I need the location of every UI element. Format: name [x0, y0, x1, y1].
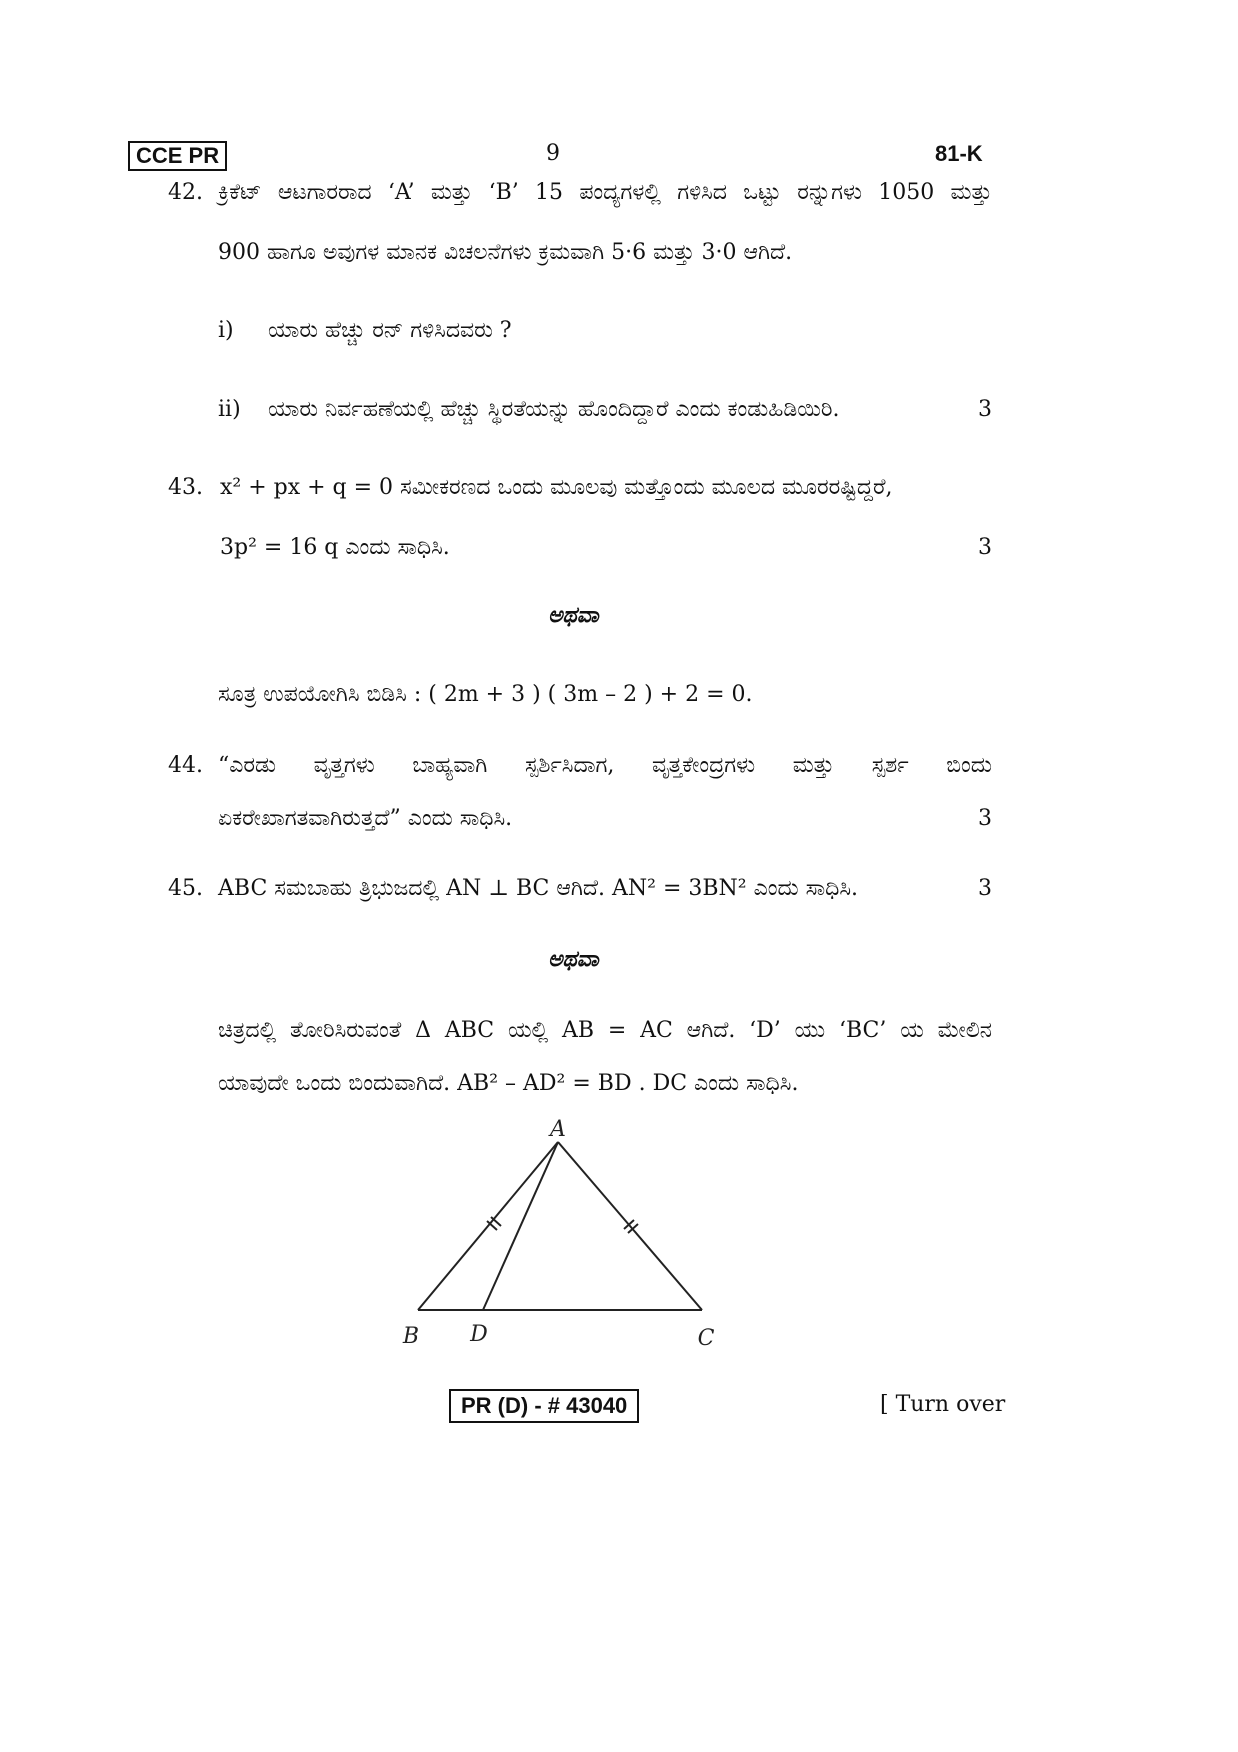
q43-line-1: x² + px + q = 0 ಸಮೀಕರಣದ ಒಂದು ಮೂಲವು ಮತ್ತೊಂದು ಮೂಲದ ಮೂರರಷ್ಟಿದ್ದರೆ, — [220, 475, 893, 500]
footer-paper-code-box: PR (D) - # 43040 — [449, 1389, 639, 1423]
or-label-45: ಅಥವಾ — [548, 946, 599, 972]
side-ac — [558, 1142, 702, 1310]
q42-line-2: 900 ಹಾಗೂ ಅವುಗಳ ಮಾನಕ ವಿಚಲನೆಗಳು ಕ್ರಮವಾಗಿ 5·6 ಮತ್ತು 3·0 ಆಗಿದೆ. — [218, 240, 793, 265]
q45-line-1: ABC ಸಮಬಾಹು ತ್ರಿಭುಜದಲ್ಲಿ AN ⊥ BC ಆಗಿದೆ. AN² = 3BN² ಎಂದು ಸಾಧಿಸಿ. — [218, 876, 859, 901]
q42-sub-text-i: ಯಾರು ಹೆಚ್ಚು ರನ್ ಗಳಿಸಿದವರು ? — [268, 318, 512, 343]
side-ab — [418, 1142, 558, 1310]
q44-marks: 3 — [978, 806, 992, 831]
triangle-figure — [380, 1110, 740, 1360]
paper-code: 81-K — [935, 141, 983, 166]
q45-marks: 3 — [978, 876, 992, 901]
q43-line-2: 3p² = 16 q ಎಂದು ಸಾಧಿಸಿ. — [220, 535, 450, 560]
vertex-label-c: C — [697, 1326, 715, 1351]
q43-alternative: ಸೂತ್ರ ಉಪಯೋಗಿಸಿ ಬಿಡಿಸಿ : ( 2m + 3 ) ( 3m – 2 ) + 2 = 0. — [218, 682, 753, 707]
q45-alt-line-1: ಚಿತ್ರದಲ್ಲಿ ತೋರಿಸಿರುವಂತೆ Δ ABC ಯಲ್ಲಿ AB = AC ಆಗಿದೆ. ‘D’ ಯು ‘BC’ ಯ ಮೇಲಿನ — [218, 1018, 992, 1043]
turn-over-note: [ Turn over — [880, 1392, 1006, 1417]
vertex-label-a: A — [550, 1117, 566, 1142]
q43-marks: 3 — [978, 535, 992, 560]
q42-sub-label-i: i) — [218, 318, 234, 343]
point-label-d: D — [470, 1322, 488, 1347]
q44-line-2: ಏಕರೇಖಾಗತವಾಗಿರುತ್ತದೆ” ಎಂದು ಸಾಧಿಸಿ. — [218, 806, 513, 831]
q44-line-1: “ಎರಡು ವೃತ್ತಗಳು ಬಾಹ್ಯವಾಗಿ ಸ್ಪರ್ಶಿಸಿದಾಗ, ವೃತ್ತಕೇಂದ್ರಗಳು ಮತ್ತು ಸ್ಪರ್ಶ ಬಿಂದು — [218, 753, 992, 778]
page-number: 9 — [546, 141, 560, 166]
q42-line-1: ಕ್ರಿಕೆಟ್ ಆಟಗಾರರಾದ ‘A’ ಮತ್ತು ‘B’ 15 ಪಂದ್ಯಗಳಲ್ಲಿ ಗಳಿಸಿದ ಒಟ್ಟು ರನ್ನುಗಳು 1050 ಮತ್ತು — [218, 180, 992, 205]
question-number-43: 43. — [168, 475, 203, 500]
q42-marks: 3 — [978, 397, 992, 422]
q45-alt-line-2: ಯಾವುದೇ ಒಂದು ಬಿಂದುವಾಗಿದೆ. AB² – AD² = BD . DC ಎಂದು ಸಾಧಿಸಿ. — [218, 1071, 799, 1096]
question-number-42: 42. — [168, 180, 203, 205]
q42-sub-text-ii: ಯಾರು ನಿರ್ವಹಣೆಯಲ್ಲಿ ಹೆಚ್ಚು ಸ್ಥಿರತೆಯನ್ನು ಹೊಂದಿದ್ದಾರೆ ಎಂದು ಕಂಡುಹಿಡಿಯಿರಿ. — [268, 397, 840, 422]
segment-ad — [483, 1142, 558, 1310]
question-number-44: 44. — [168, 753, 203, 778]
question-number-45: 45. — [168, 876, 203, 901]
or-label-43: ಅಥವಾ — [548, 602, 599, 628]
header-code-box: CCE PR — [128, 141, 227, 171]
q42-sub-label-ii: ii) — [218, 397, 241, 422]
vertex-label-b: B — [402, 1324, 420, 1349]
